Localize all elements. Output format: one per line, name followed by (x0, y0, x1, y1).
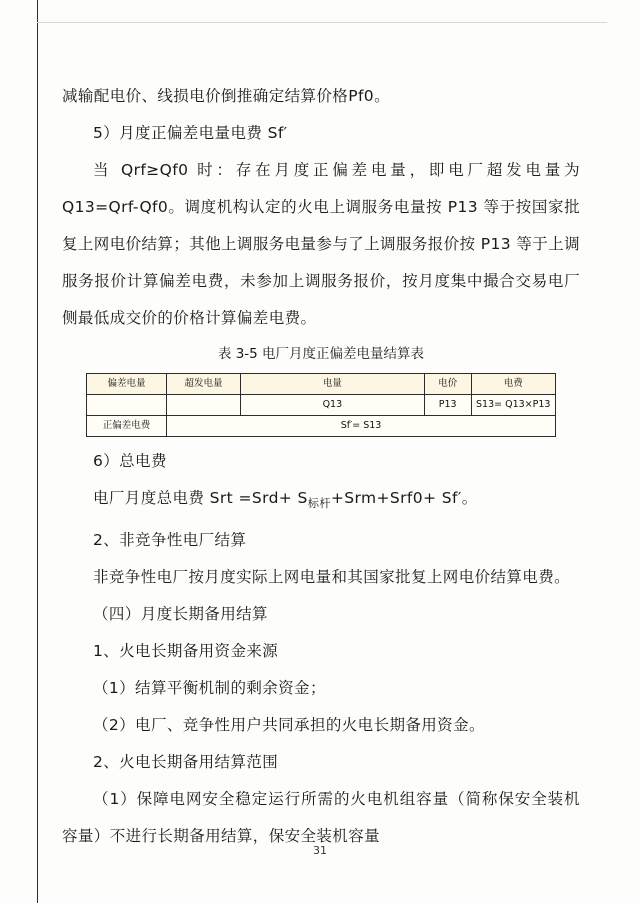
table-cell-positive-deviation-fee-value: Sf′= S13 (167, 416, 556, 437)
settlement-table (86, 373, 556, 437)
paragraph-continuation: 减输配电价、线损电价倒推确定结算价格Pf0。 (62, 87, 390, 105)
table-header-overgeneration: 超发电量 (167, 374, 241, 395)
paragraph-reserve-item-2: （2）电厂、竞争性用户共同承担的火电长期备用资金。 (93, 716, 485, 735)
paragraph-heading-section-four: （四）月度长期备用结算 (93, 605, 268, 624)
paragraph-heading-6: 6）总电费 (93, 452, 167, 470)
table-header-price: 电价 (424, 374, 471, 395)
page-content (62, 78, 580, 855)
paragraph-heading-noncompetitive: 2、非竞争性电厂结算 (93, 531, 247, 550)
paragraph-reserve-item-1: （1）结算平衡机制的剩余资金； (93, 679, 326, 698)
table-header-row (87, 374, 556, 395)
table-row (87, 416, 556, 437)
table-header-electricity: 电量 (240, 374, 424, 395)
table-cell-blank-deviation (87, 395, 167, 416)
paragraph-heading-reserve-funds: 1、火电长期备用资金来源 (93, 642, 279, 661)
paragraph-heading-5: 5）月度正偏差电量电费 Sf′ (93, 124, 288, 142)
table-header-fee: 电费 (471, 374, 556, 395)
table-caption: 表 3-5 电厂月度正偏差电量结算表 (217, 346, 425, 362)
page-top-border (37, 22, 607, 23)
total-fee-text-main: 电厂月度总电费 Srt =Srd+ S (93, 489, 308, 507)
table-cell-s13: S13= Q13×P13 (471, 395, 556, 416)
paragraph-noncompetitive-body: 非竞争性电厂按月度实际上网电量和其国家批复上网电价结算电费。 (93, 568, 571, 587)
total-fee-text-tail: +Srm+Srf0+ Sf′。 (330, 489, 478, 507)
paragraph-total-fee (62, 480, 580, 522)
page-number: 31 (313, 844, 327, 857)
table-cell-positive-deviation-fee-label: 正偏差电费 (87, 416, 167, 437)
total-fee-subscript: 标杆 (307, 497, 331, 511)
page-left-border (37, 0, 38, 903)
table-header-deviation: 偏差电量 (87, 374, 167, 395)
table-cell-p13: P13 (424, 395, 471, 416)
table-row (87, 395, 556, 416)
table-cell-q13: Q13 (240, 395, 424, 416)
table-cell-blank-overgeneration (167, 395, 241, 416)
paragraph-reserve-scope-item-1: （1）保障电网安全稳定运行所需的火电机组容量（简称保安全装机容量）不进行长期备用结算，保安全装机容量 (62, 790, 580, 846)
paragraph-positive-deviation-body: 当 Qrf≥Qf0 时：存在月度正偏差电量，即电厂超发电量为 Q13=Qrf-Qf0。调度机构认定的火电上调服务电量按 P13 等于按国家批复上网电价结算；其他上调服务电量参与了上调服务报价按 P13 等于上调服务报价计算偏差电费，未参加上调服务报价，按月度集中撮合交易电厂侧最低成交价的价格计算偏差电费。 (62, 161, 580, 327)
paragraph-heading-reserve-scope: 2、火电长期备用结算范围 (93, 753, 279, 772)
